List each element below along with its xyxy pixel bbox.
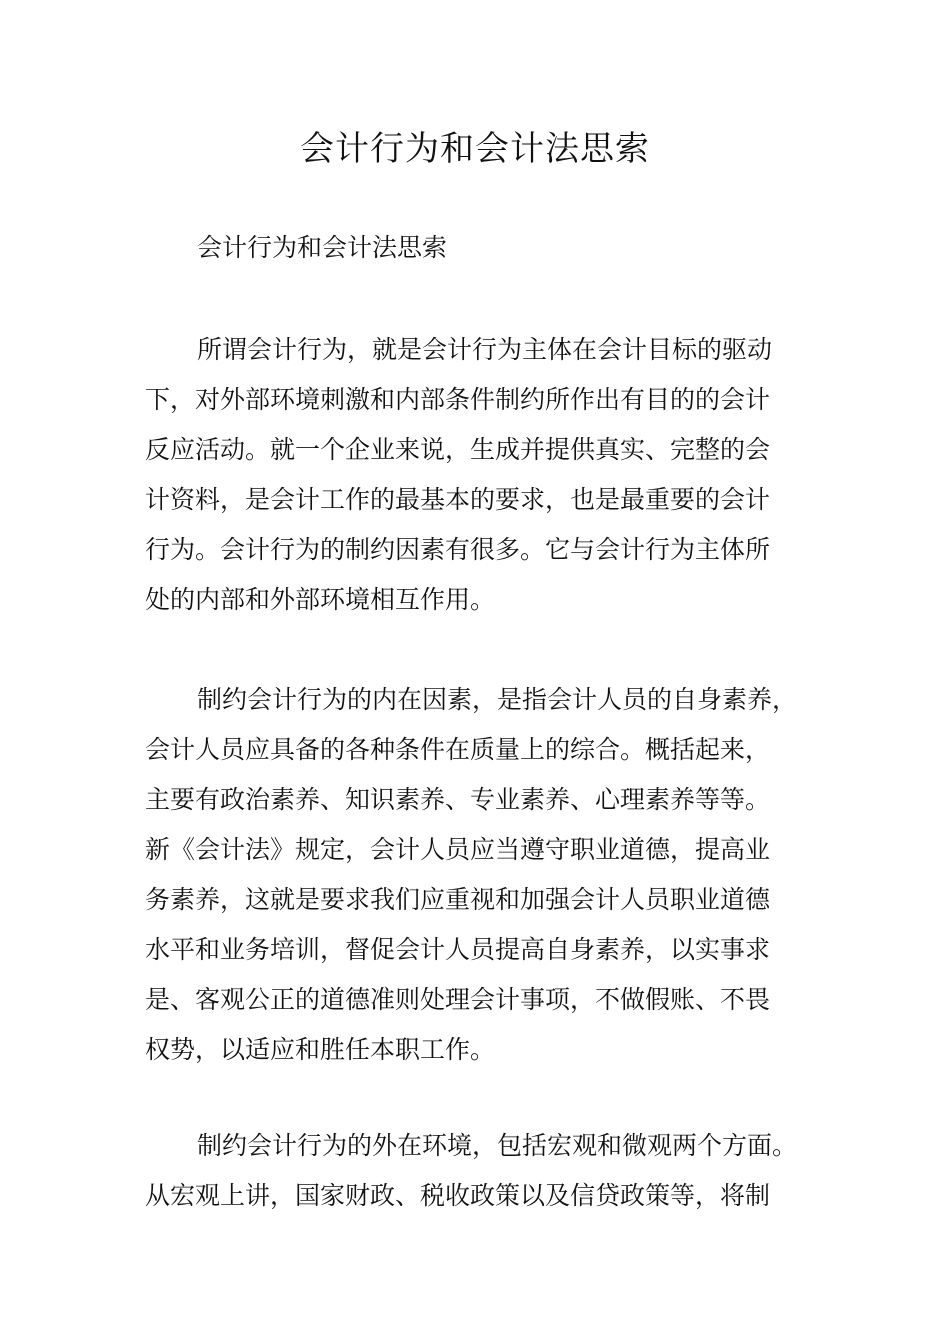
paragraph-line: 计资料，是会计工作的最基本的要求，也是最重要的会计 xyxy=(145,485,771,514)
paragraph-line: 从宏观上讲，国家财政、税收政策以及信贷政策等，将制 xyxy=(145,1181,771,1210)
paragraph-line: 行为。会计行为的制约因素有很多。它与会计行为主体所 xyxy=(145,535,771,564)
paragraph-line: 新《会计法》规定，会计人员应当遵守职业道德，提高业 xyxy=(145,835,771,864)
paragraph-line: 反应活动。就一个企业来说，生成并提供真实、完整的会 xyxy=(145,435,771,464)
paragraph-line: 制约会计行为的外在环境，包括宏观和微观两个方面。 xyxy=(197,1131,798,1160)
paragraph-line: 制约会计行为的内在因素，是指会计人员的自身素养， xyxy=(197,685,798,714)
paragraph-3 xyxy=(145,1121,797,1221)
paragraph-line: 会计人员应具备的各种条件在质量上的综合。概括起来， xyxy=(145,735,771,764)
paragraph-line: 主要有政治素养、知识素养、专业素养、心理素养等等。 xyxy=(145,785,771,814)
paragraph-line: 下，对外部环境刺激和内部条件制约所作出有目的的会计 xyxy=(145,385,771,414)
paragraph-line: 务素养，这就是要求我们应重视和加强会计人员职业道德 xyxy=(145,885,771,914)
paragraph-2 xyxy=(145,675,797,1075)
paragraph-1 xyxy=(145,325,772,625)
document-title: 会计行为和会计法思索 xyxy=(300,129,650,169)
paragraph-line: 权势，以适应和胜任本职工作。 xyxy=(145,1035,496,1064)
paragraph-line: 所谓会计行为，就是会计行为主体在会计目标的驱动 xyxy=(197,335,773,364)
paragraph-line: 处的内部和外部环境相互作用。 xyxy=(145,585,496,614)
document-subtitle: 会计行为和会计法思索 xyxy=(197,233,448,262)
paragraph-line: 是、客观公正的道德准则处理会计事项，不做假账、不畏 xyxy=(145,985,771,1014)
paragraph-line: 水平和业务培训，督促会计人员提高自身素养，以实事求 xyxy=(145,935,771,964)
